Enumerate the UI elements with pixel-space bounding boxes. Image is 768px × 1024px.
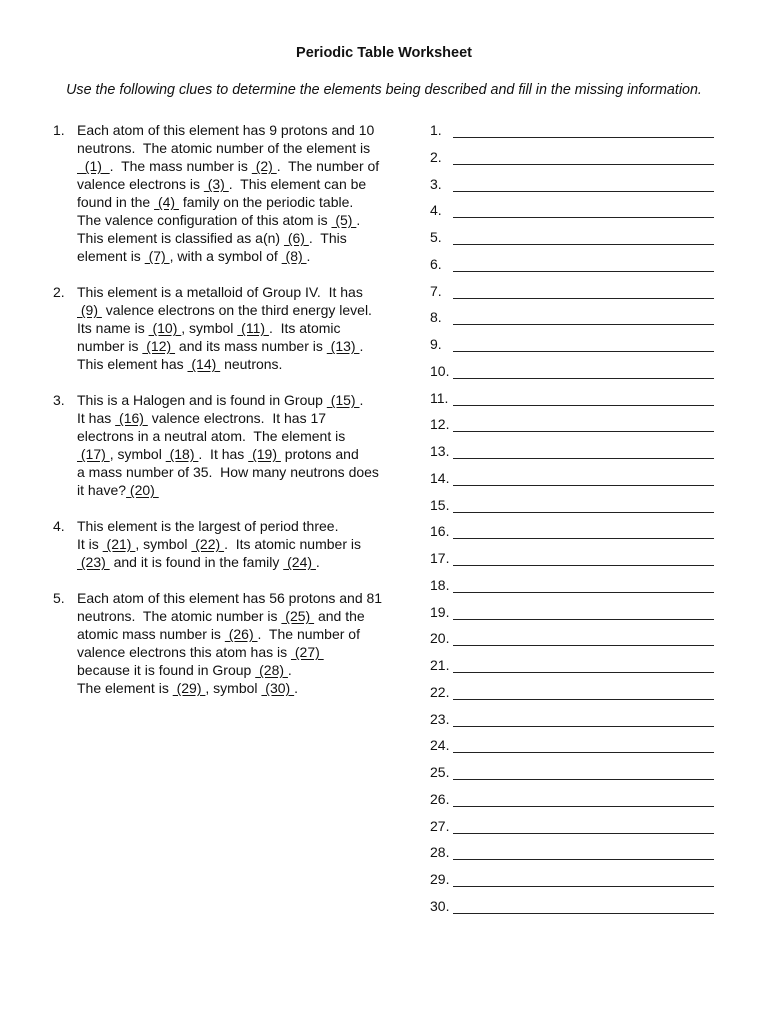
question-line: [77, 337, 423, 355]
answer-number: 18.: [430, 576, 450, 593]
blank-reference: (3): [203, 176, 229, 192]
answer-row[interactable]: [430, 871, 720, 898]
blank-reference: (6): [283, 230, 309, 246]
question-line: [77, 553, 423, 571]
answer-row[interactable]: [430, 657, 720, 684]
question-line: [77, 445, 423, 463]
question-text: and the: [314, 608, 365, 624]
answer-blank-line[interactable]: [453, 458, 714, 459]
answer-number: 5.: [430, 229, 442, 245]
answer-blank-line[interactable]: [453, 592, 714, 593]
question-text: This element is a metalloid of Group IV. It has: [77, 284, 363, 300]
question-line: [77, 193, 423, 211]
question-text: a mass number of 35. How many neutrons does: [77, 464, 379, 480]
question-line: [77, 463, 423, 481]
answer-blank-line[interactable]: [453, 431, 714, 432]
answer-number: 27.: [430, 817, 450, 834]
question-text: number is: [77, 338, 143, 354]
question-number: 4.: [53, 518, 65, 534]
question-text: Each atom of this element has 9 protons and 10: [77, 122, 375, 138]
question-text: neutrons. The atomic number is: [77, 608, 282, 624]
question-text: element is: [77, 248, 145, 264]
answer-number: 16.: [430, 523, 450, 540]
question-line: [77, 121, 423, 139]
question-text: This element is classified as a(n): [77, 230, 284, 246]
answer-blank-line[interactable]: [453, 191, 714, 192]
answer-list: [430, 122, 720, 925]
answer-row[interactable]: [430, 229, 720, 256]
question-line: [77, 139, 423, 157]
question-line: [77, 589, 423, 607]
answer-row[interactable]: [430, 550, 720, 577]
blank-reference: (22): [191, 536, 225, 552]
answer-row[interactable]: [430, 497, 720, 524]
answer-row[interactable]: [430, 791, 720, 818]
question-text: This is a Halogen and is found in Group: [77, 392, 327, 408]
answer-number: 9.: [430, 336, 442, 352]
answer-number: 23.: [430, 710, 450, 727]
blank-reference: (30): [261, 680, 295, 696]
question-line: [77, 283, 423, 301]
question-text: It has: [77, 410, 116, 426]
question-line: [77, 355, 423, 373]
answer-number: 2.: [430, 148, 442, 165]
question-item: [53, 589, 423, 697]
question-text: valence electrons. It has 17: [147, 410, 327, 426]
question-line: [77, 211, 423, 229]
question-text: neutrons. The atomic number of the element is: [77, 140, 371, 156]
answer-blank-line[interactable]: [453, 485, 714, 486]
question-item: [53, 283, 423, 373]
answer-row[interactable]: [430, 336, 720, 363]
question-text: and its mass number is: [175, 338, 327, 354]
question-text: . The mass number is: [109, 158, 252, 174]
question-text: .: [359, 338, 364, 354]
question-text: it have?: [77, 482, 127, 498]
answer-row[interactable]: [430, 122, 720, 149]
blank-reference: (19): [248, 446, 281, 462]
blank-reference: (14): [187, 356, 221, 372]
blank-reference: (13): [326, 338, 360, 354]
answer-row[interactable]: [430, 390, 720, 417]
answer-row[interactable]: [430, 416, 720, 443]
question-number: 1.: [53, 122, 65, 138]
instructions-text: Use the following clues to determine the elements being described and fill in the missing information.: [66, 82, 702, 98]
blank-reference: (17): [77, 446, 110, 462]
answer-row[interactable]: [430, 684, 720, 711]
question-text: valence electrons this atom has is: [77, 644, 291, 660]
answer-number: 21.: [430, 657, 450, 673]
answer-blank-line[interactable]: [453, 538, 714, 539]
answer-row[interactable]: [430, 523, 720, 550]
question-text: Each atom of this element has 56 protons and 81: [77, 590, 383, 606]
answer-row[interactable]: [430, 737, 720, 764]
blank-reference: (26): [224, 626, 258, 642]
question-line: [77, 391, 423, 409]
answer-blank-line[interactable]: [453, 779, 714, 780]
question-item: [53, 391, 423, 499]
answer-row[interactable]: [430, 176, 720, 203]
worksheet-title: Periodic Table Worksheet: [296, 45, 472, 61]
question-text: .: [315, 554, 320, 570]
question-text: . This element can be: [228, 176, 367, 192]
answer-blank-line[interactable]: [453, 913, 714, 914]
answer-row[interactable]: [430, 604, 720, 631]
question-text: Its name is: [77, 320, 149, 336]
question-line: [77, 427, 423, 445]
answer-row[interactable]: [430, 898, 720, 925]
answer-number: 25.: [430, 764, 450, 780]
answer-number: 4.: [430, 202, 442, 219]
question-text: . This: [308, 230, 347, 246]
blank-reference: (4): [154, 194, 179, 210]
answer-row[interactable]: [430, 363, 720, 390]
blank-reference: (18): [165, 446, 199, 462]
answer-blank-line[interactable]: [453, 645, 714, 646]
answer-row[interactable]: [430, 630, 720, 657]
answer-number: 26.: [430, 790, 450, 807]
question-line: [77, 661, 423, 679]
question-line: [77, 157, 423, 175]
question-text: . Its atomic number is: [224, 536, 361, 552]
question-text: .: [359, 392, 364, 408]
question-text: neutrons.: [220, 356, 283, 372]
answer-blank-line[interactable]: [453, 298, 714, 299]
blank-reference: (1): [77, 158, 110, 174]
blank-reference: (2): [251, 158, 277, 174]
blank-reference: (25): [281, 608, 315, 624]
blank-reference: (20): [126, 482, 159, 498]
answer-row[interactable]: [430, 711, 720, 738]
question-text: , with a symbol of: [169, 248, 282, 264]
question-text: This element has: [77, 356, 188, 372]
blank-reference: (24): [283, 554, 316, 570]
question-text: .: [306, 248, 311, 264]
question-text: found in the: [77, 194, 155, 210]
blank-reference: (27): [291, 644, 324, 660]
question-text: , symbol: [205, 680, 262, 696]
answer-number: 6.: [430, 255, 442, 272]
question-text: atomic mass number is: [77, 626, 225, 642]
answer-number: 10.: [430, 362, 450, 379]
question-text: valence electrons is: [77, 176, 204, 192]
answer-row[interactable]: [430, 470, 720, 497]
question-text: .: [294, 680, 298, 696]
question-line: [77, 409, 423, 427]
question-number: 5.: [53, 590, 65, 606]
blank-reference: (29): [172, 680, 206, 696]
answer-number: 1.: [430, 122, 442, 138]
question-text: because it is found in Group: [77, 662, 256, 678]
question-text: . Its atomic: [268, 320, 341, 336]
answer-number: 28.: [430, 844, 450, 861]
answer-number: 14.: [430, 469, 450, 486]
question-line: [77, 625, 423, 643]
answer-row[interactable]: [430, 764, 720, 791]
blank-reference: (7): [144, 248, 170, 264]
question-line: [77, 229, 423, 247]
answer-blank-line[interactable]: [453, 726, 714, 727]
question-text: .: [287, 662, 292, 678]
question-item: [53, 121, 423, 265]
answer-blank-line[interactable]: [453, 137, 714, 138]
question-text: protons and: [280, 446, 359, 462]
answer-blank-line[interactable]: [453, 244, 714, 245]
question-line: [77, 643, 423, 661]
answer-blank-line[interactable]: [453, 619, 714, 620]
answer-blank-line[interactable]: [453, 833, 714, 834]
question-line: [77, 679, 423, 697]
answer-row[interactable]: [430, 149, 720, 176]
answer-number: 29.: [430, 871, 450, 887]
question-text: family on the periodic table.: [178, 194, 354, 210]
question-line: [77, 175, 423, 193]
blank-reference: (10): [148, 320, 182, 336]
blank-reference: (8): [281, 248, 307, 264]
answer-number: 8.: [430, 309, 442, 326]
answer-number: 30.: [430, 897, 450, 914]
question-text: . The number of: [276, 158, 380, 174]
answer-blank-line[interactable]: [453, 565, 714, 566]
question-text: valence electrons on the third energy level.: [101, 302, 372, 318]
question-number: 3.: [53, 392, 65, 408]
question-item: [53, 517, 423, 571]
question-line: [77, 247, 423, 265]
question-text: and it is found in the family: [109, 554, 284, 570]
question-line: [77, 535, 423, 553]
answer-row[interactable]: [430, 309, 720, 336]
answer-number: 20.: [430, 630, 450, 647]
answer-number: 24.: [430, 737, 450, 754]
blank-reference: (23): [77, 554, 110, 570]
answer-row[interactable]: [430, 577, 720, 604]
answer-blank-line[interactable]: [453, 324, 714, 325]
answer-blank-line[interactable]: [453, 672, 714, 673]
answer-row[interactable]: [430, 844, 720, 871]
question-text: The element is: [77, 680, 173, 696]
answer-blank-line[interactable]: [453, 405, 714, 406]
answer-blank-line[interactable]: [453, 806, 714, 807]
question-text: . It has: [198, 446, 249, 462]
blank-reference: (11): [237, 320, 269, 336]
blank-reference: (12): [142, 338, 176, 354]
answer-number: 3.: [430, 175, 442, 192]
answer-row[interactable]: [430, 283, 720, 310]
answer-blank-line[interactable]: [453, 859, 714, 860]
blank-reference: (21): [102, 536, 136, 552]
blank-reference: (16): [115, 410, 148, 426]
question-text: electrons in a neutral atom. The element is: [77, 428, 346, 444]
answer-blank-line[interactable]: [453, 217, 714, 218]
question-text: The valence configuration of this atom is: [77, 212, 332, 228]
question-list: [53, 121, 423, 715]
answer-blank-line[interactable]: [453, 164, 714, 165]
answer-blank-line[interactable]: [453, 886, 714, 887]
answer-number: 17.: [430, 550, 450, 566]
answer-number: 11.: [430, 389, 449, 406]
answer-number: 19.: [430, 603, 450, 620]
blank-reference: (15): [326, 392, 360, 408]
question-line: [77, 301, 423, 319]
blank-reference: (5): [331, 212, 357, 228]
answer-number: 12.: [430, 416, 450, 433]
question-text: , symbol: [181, 320, 238, 336]
question-text: This element is the largest of period three.: [77, 518, 339, 534]
question-text: , symbol: [109, 446, 166, 462]
question-line: [77, 517, 423, 535]
answer-row[interactable]: [430, 818, 720, 845]
question-text: .: [356, 212, 361, 228]
answer-number: 7.: [430, 282, 442, 299]
question-text: . The number of: [257, 626, 360, 642]
answer-blank-line[interactable]: [453, 512, 714, 513]
answer-number: 22.: [430, 683, 450, 700]
answer-blank-line[interactable]: [453, 351, 714, 352]
question-line: [77, 319, 423, 337]
answer-blank-line[interactable]: [453, 752, 714, 753]
answer-number: 15.: [430, 496, 450, 513]
answer-number: 13.: [430, 443, 450, 459]
answer-row[interactable]: [430, 256, 720, 283]
question-line: [77, 481, 423, 499]
question-text: It is: [77, 536, 103, 552]
blank-reference: (28): [255, 662, 288, 678]
blank-reference: (9): [77, 302, 102, 318]
question-text: , symbol: [135, 536, 192, 552]
question-number: 2.: [53, 284, 65, 300]
question-line: [77, 607, 423, 625]
answer-blank-line[interactable]: [453, 271, 714, 272]
answer-blank-line[interactable]: [453, 699, 714, 700]
answer-blank-line[interactable]: [453, 378, 714, 379]
answer-row[interactable]: [430, 202, 720, 229]
answer-row[interactable]: [430, 443, 720, 470]
